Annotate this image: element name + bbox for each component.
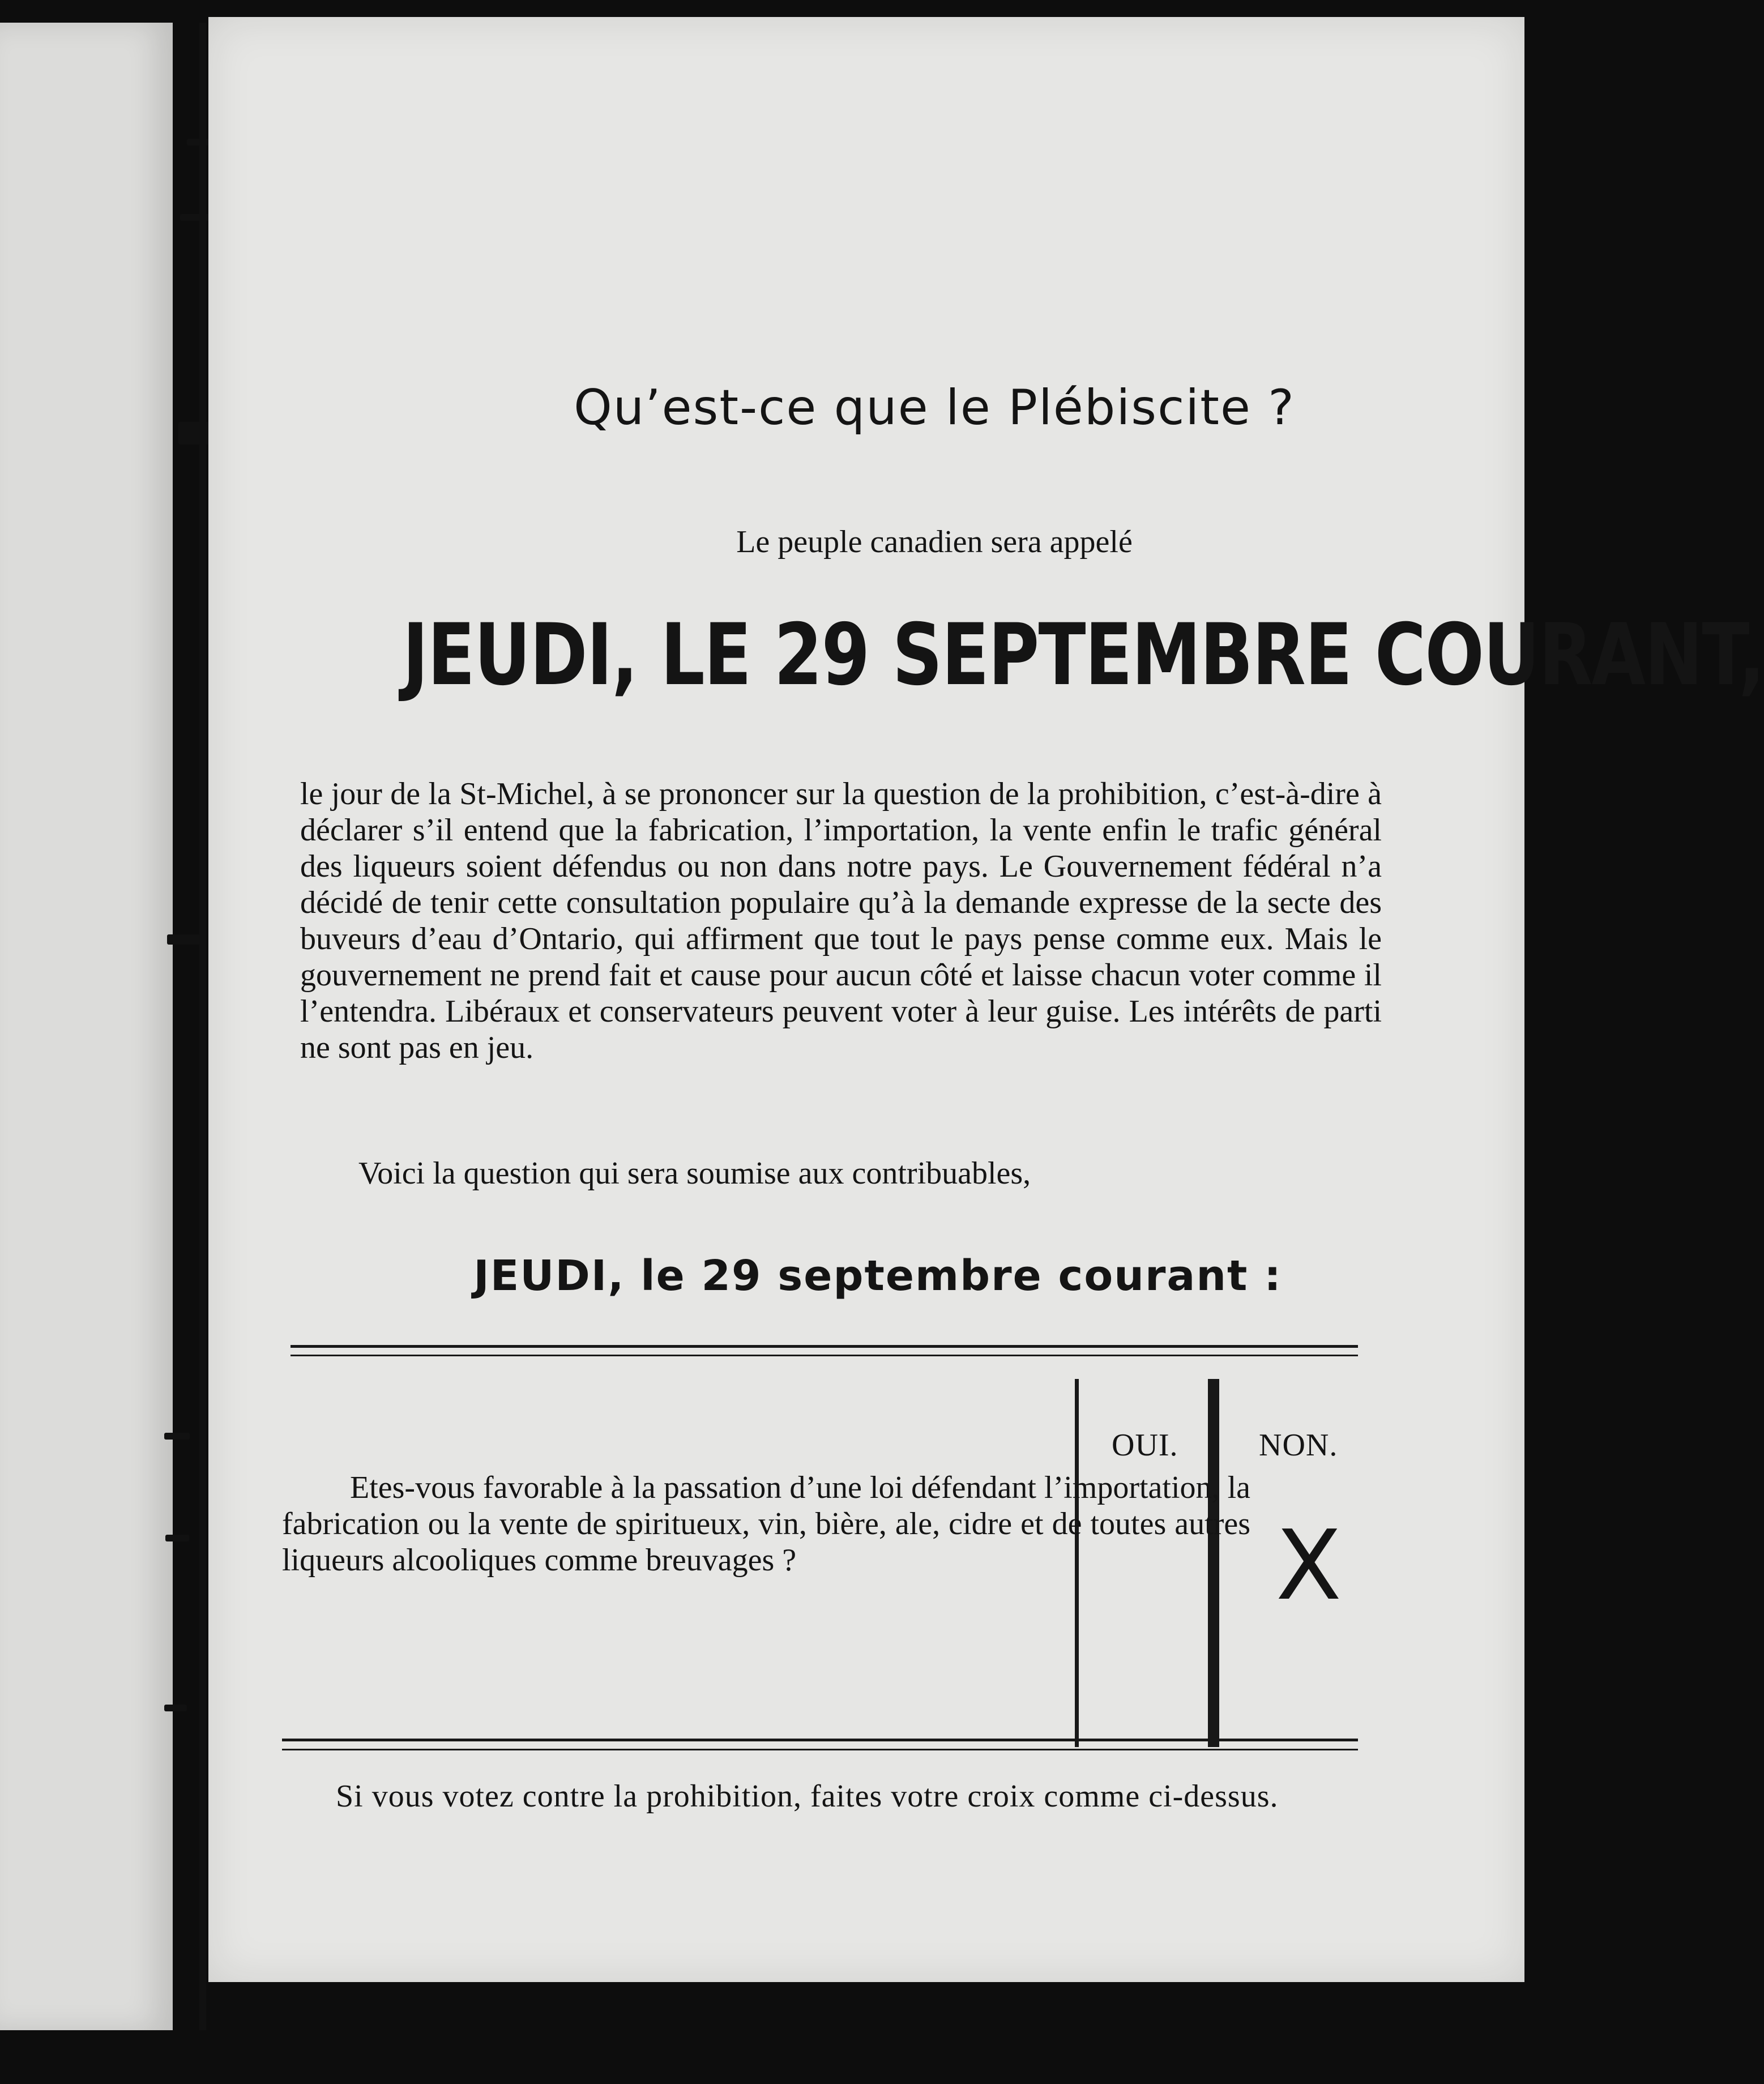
footer-instruction: Si vous votez contre la prohibition, faites votre croix comme ci-dessus. xyxy=(336,1779,1279,1814)
ballot-top-rule xyxy=(291,1355,1358,1356)
page-gutter xyxy=(199,23,206,2030)
document-subtitle: Le peuple canadien sera appelé xyxy=(736,524,1133,560)
ballot-bottom-rule xyxy=(282,1749,1358,1750)
ballot-cross-mark: X xyxy=(1275,1510,1342,1622)
ballot-top-rule xyxy=(291,1345,1358,1348)
facing-page xyxy=(0,23,173,2030)
yes-column-label: OUI. xyxy=(1112,1428,1178,1463)
date-line: JEUDI, le 29 septembre courant : xyxy=(473,1252,1282,1300)
ballot-bottom-rule xyxy=(282,1739,1358,1741)
body-paragraph: le jour de la St-Michel, à se prononcer sur la question de la prohibition, c’est-à-dire à déclarer s’il entend que la fabrication, l’importation, la vente enfin le trafic général des liqueurs soient défendus ou non dans notre pays. Le Gouvernement fédéral n’a décidé de tenir cette consultation populaire qu’à la demande expresse de la secte des buveurs d’eau d’Ontario, qui affirment que tout le pays pense comme eux. Mais le gouvernement ne prend fait et cause pour aucun côté et laisse chacun voter comme il l’entendra. Libéraux et conservateurs peuvent voter à leur guise. Les intérêts de parti ne sont pas en jeu. xyxy=(300,776,1382,1065)
ballot-question: Etes-vous favorable à la passation d’une loi défendant l’importation, la fabrication ou la vente de spiritueux, vin, bière, ale, cidre et de toutes autres liqueurs alcooliques comme breuvages ? xyxy=(282,1470,1250,1578)
binding-mark xyxy=(164,1705,187,1711)
headline-date: JEUDI, LE 29 SEPTEMBRE COURANT, xyxy=(402,606,1764,704)
binding-mark xyxy=(167,934,201,945)
binding-mark xyxy=(165,1535,189,1541)
no-column-label: NON. xyxy=(1259,1428,1338,1463)
intro-question-line: Voici la question qui sera soumise aux contribuables, xyxy=(358,1156,1031,1191)
binding-mark xyxy=(164,1433,190,1440)
document-page xyxy=(208,17,1764,1982)
document-title: Qu’est-ce que le Plébiscite ? xyxy=(574,379,1295,436)
